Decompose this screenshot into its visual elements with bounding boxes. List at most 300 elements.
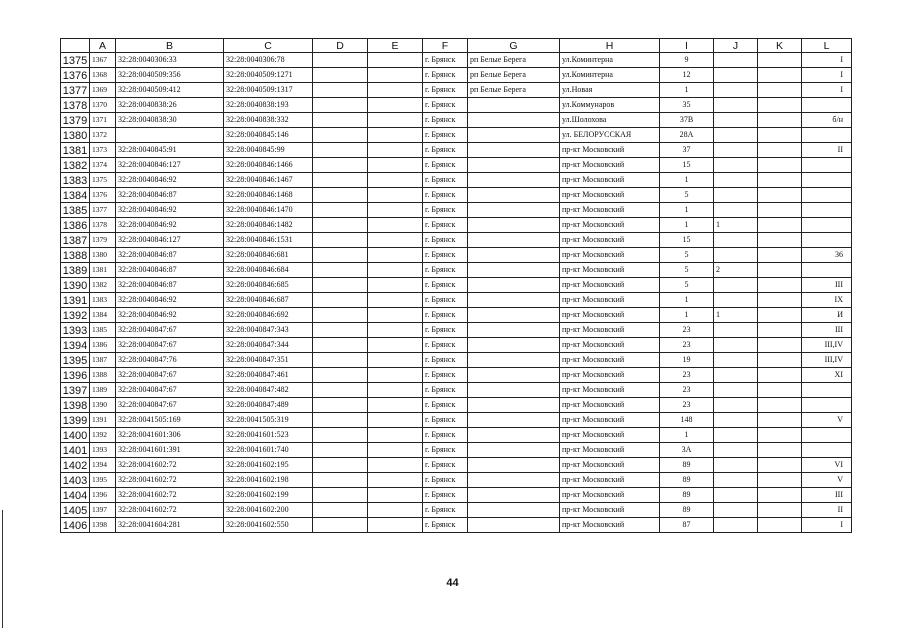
table-row bbox=[61, 428, 852, 443]
cell-k bbox=[758, 323, 802, 338]
cell-c: 32:28:0040509:1271 bbox=[224, 68, 313, 83]
cell-l bbox=[802, 128, 852, 143]
cell-k bbox=[758, 383, 802, 398]
cell-d bbox=[313, 218, 368, 233]
cell-e bbox=[368, 98, 423, 113]
row-number: 1389 bbox=[61, 263, 90, 278]
cell-j bbox=[714, 293, 758, 308]
cell-d bbox=[313, 188, 368, 203]
cell-d bbox=[313, 53, 368, 68]
cell-i: 5 bbox=[660, 248, 714, 263]
table-row bbox=[61, 203, 852, 218]
column-header: A bbox=[90, 39, 116, 53]
table-row bbox=[61, 503, 852, 518]
cell-k bbox=[758, 233, 802, 248]
cell-k bbox=[758, 248, 802, 263]
row-number: 1394 bbox=[61, 338, 90, 353]
cell-g bbox=[468, 98, 560, 113]
cell-j bbox=[714, 143, 758, 158]
cell-f: г. Брянск bbox=[423, 338, 468, 353]
cell-k bbox=[758, 293, 802, 308]
row-number: 1388 bbox=[61, 248, 90, 263]
cell-f: г. Брянск bbox=[423, 113, 468, 128]
cell-f: г. Брянск bbox=[423, 293, 468, 308]
cell-a: 1382 bbox=[90, 278, 116, 293]
table-row bbox=[61, 368, 852, 383]
cell-g bbox=[468, 488, 560, 503]
cell-f: г. Брянск bbox=[423, 53, 468, 68]
cell-a: 1376 bbox=[90, 188, 116, 203]
cell-l: III bbox=[802, 278, 852, 293]
cell-h: пр-кт Московский bbox=[560, 353, 660, 368]
cell-a: 1397 bbox=[90, 503, 116, 518]
cell-l bbox=[802, 98, 852, 113]
cell-c: 32:28:0040509:1317 bbox=[224, 83, 313, 98]
cell-l bbox=[802, 443, 852, 458]
corner-cell bbox=[61, 39, 90, 53]
cell-l: I bbox=[802, 68, 852, 83]
cell-l bbox=[802, 263, 852, 278]
cell-h: пр-кт Московский bbox=[560, 338, 660, 353]
table-row bbox=[61, 53, 852, 68]
cell-e bbox=[368, 128, 423, 143]
cell-l: I bbox=[802, 518, 852, 533]
cell-j bbox=[714, 428, 758, 443]
cell-l: 36 bbox=[802, 248, 852, 263]
cell-d bbox=[313, 98, 368, 113]
table-row bbox=[61, 443, 852, 458]
cell-e bbox=[368, 503, 423, 518]
cell-c: 32:28:0040846:692 bbox=[224, 308, 313, 323]
cell-l bbox=[802, 398, 852, 413]
cell-l: V bbox=[802, 413, 852, 428]
cell-i: 3А bbox=[660, 443, 714, 458]
table-row bbox=[61, 248, 852, 263]
cell-d bbox=[313, 128, 368, 143]
cell-e bbox=[368, 113, 423, 128]
cell-i: 87 bbox=[660, 518, 714, 533]
cell-f: г. Брянск bbox=[423, 323, 468, 338]
cell-h: пр-кт Московский bbox=[560, 233, 660, 248]
table-row bbox=[61, 188, 852, 203]
table-row bbox=[61, 413, 852, 428]
cell-b: 32:28:0040847:76 bbox=[116, 353, 224, 368]
cell-h: пр-кт Московский bbox=[560, 293, 660, 308]
cell-a: 1385 bbox=[90, 323, 116, 338]
cell-e bbox=[368, 368, 423, 383]
cell-h: пр-кт Московский bbox=[560, 248, 660, 263]
cell-f: г. Брянск bbox=[423, 203, 468, 218]
table-row bbox=[61, 293, 852, 308]
cell-a: 1393 bbox=[90, 443, 116, 458]
cell-i: 1 bbox=[660, 293, 714, 308]
cell-k bbox=[758, 338, 802, 353]
cell-g bbox=[468, 398, 560, 413]
row-number: 1380 bbox=[61, 128, 90, 143]
cell-a: 1374 bbox=[90, 158, 116, 173]
column-header: B bbox=[116, 39, 224, 53]
cell-g bbox=[468, 218, 560, 233]
cell-k bbox=[758, 68, 802, 83]
cell-l bbox=[802, 203, 852, 218]
cell-k bbox=[758, 188, 802, 203]
cell-d bbox=[313, 488, 368, 503]
table-row bbox=[61, 68, 852, 83]
cell-g bbox=[468, 353, 560, 368]
cell-a: 1391 bbox=[90, 413, 116, 428]
cell-h: пр-кт Московский bbox=[560, 488, 660, 503]
cell-d bbox=[313, 308, 368, 323]
cell-f: г. Брянск bbox=[423, 353, 468, 368]
cell-k bbox=[758, 488, 802, 503]
cell-h: ул.Коминтерна bbox=[560, 53, 660, 68]
cell-j: 1 bbox=[714, 218, 758, 233]
row-number: 1390 bbox=[61, 278, 90, 293]
cell-f: г. Брянск bbox=[423, 383, 468, 398]
cell-a: 1372 bbox=[90, 128, 116, 143]
cell-c: 32:28:0040846:1466 bbox=[224, 158, 313, 173]
cell-l: И bbox=[802, 308, 852, 323]
cell-g bbox=[468, 338, 560, 353]
cell-d bbox=[313, 83, 368, 98]
row-number: 1384 bbox=[61, 188, 90, 203]
cell-h: пр-кт Московский bbox=[560, 398, 660, 413]
cell-h: пр-кт Московский bbox=[560, 188, 660, 203]
cell-j bbox=[714, 173, 758, 188]
cell-l: V bbox=[802, 473, 852, 488]
cell-l: III,IV bbox=[802, 353, 852, 368]
cell-j bbox=[714, 488, 758, 503]
row-number: 1378 bbox=[61, 98, 90, 113]
cell-l bbox=[802, 188, 852, 203]
cell-j bbox=[714, 368, 758, 383]
cell-b: 32:28:0041602:72 bbox=[116, 458, 224, 473]
table-row bbox=[61, 518, 852, 533]
row-number: 1387 bbox=[61, 233, 90, 248]
cell-d bbox=[313, 398, 368, 413]
cell-c: 32:28:0040847:482 bbox=[224, 383, 313, 398]
cell-i: 9 bbox=[660, 53, 714, 68]
table-row bbox=[61, 278, 852, 293]
cell-f: г. Брянск bbox=[423, 308, 468, 323]
cell-j bbox=[714, 278, 758, 293]
cell-g bbox=[468, 158, 560, 173]
cell-k bbox=[758, 428, 802, 443]
cell-a: 1369 bbox=[90, 83, 116, 98]
cell-j bbox=[714, 68, 758, 83]
cell-g bbox=[468, 428, 560, 443]
cell-a: 1398 bbox=[90, 518, 116, 533]
row-number: 1377 bbox=[61, 83, 90, 98]
cell-k bbox=[758, 398, 802, 413]
cell-e bbox=[368, 233, 423, 248]
row-number: 1399 bbox=[61, 413, 90, 428]
cell-c: 32:28:0040846:1531 bbox=[224, 233, 313, 248]
table-row bbox=[61, 233, 852, 248]
cell-i: 5 bbox=[660, 278, 714, 293]
table-row bbox=[61, 128, 852, 143]
cell-k bbox=[758, 278, 802, 293]
cell-l: III bbox=[802, 323, 852, 338]
cell-f: г. Брянск bbox=[423, 518, 468, 533]
row-number: 1405 bbox=[61, 503, 90, 518]
cell-f: г. Брянск bbox=[423, 488, 468, 503]
cell-b: 32:28:0040846:127 bbox=[116, 233, 224, 248]
cell-h: пр-кт Московский bbox=[560, 503, 660, 518]
cell-i: 23 bbox=[660, 368, 714, 383]
cell-d bbox=[313, 68, 368, 83]
cell-f: г. Брянск bbox=[423, 428, 468, 443]
cell-h: пр-кт Московский bbox=[560, 368, 660, 383]
cell-i: 23 bbox=[660, 383, 714, 398]
cell-d bbox=[313, 383, 368, 398]
cell-d bbox=[313, 518, 368, 533]
cell-g bbox=[468, 248, 560, 263]
cell-b: 32:28:0041602:72 bbox=[116, 503, 224, 518]
table-row bbox=[61, 383, 852, 398]
cell-j bbox=[714, 158, 758, 173]
cell-c: 32:28:0041602:195 bbox=[224, 458, 313, 473]
column-header: G bbox=[468, 39, 560, 53]
cell-c: 32:28:0040306:78 bbox=[224, 53, 313, 68]
cell-h: пр-кт Московский bbox=[560, 518, 660, 533]
cell-h: ул.Коммунаров bbox=[560, 98, 660, 113]
column-header: F bbox=[423, 39, 468, 53]
cell-g bbox=[468, 518, 560, 533]
cell-i: 15 bbox=[660, 158, 714, 173]
cell-j bbox=[714, 518, 758, 533]
cell-l: б/н bbox=[802, 113, 852, 128]
cell-e bbox=[368, 413, 423, 428]
cell-g bbox=[468, 308, 560, 323]
cell-h: пр-кт Московский bbox=[560, 323, 660, 338]
cell-j bbox=[714, 188, 758, 203]
cell-i: 148 bbox=[660, 413, 714, 428]
cell-b: 32:28:0040847:67 bbox=[116, 368, 224, 383]
cell-k bbox=[758, 263, 802, 278]
cell-f: г. Брянск bbox=[423, 188, 468, 203]
row-number: 1398 bbox=[61, 398, 90, 413]
cell-d bbox=[313, 158, 368, 173]
cell-b: 32:28:0040846:127 bbox=[116, 158, 224, 173]
cell-a: 1386 bbox=[90, 338, 116, 353]
cell-h: пр-кт Московский bbox=[560, 383, 660, 398]
cell-d bbox=[313, 503, 368, 518]
cell-b: 32:28:0040846:92 bbox=[116, 173, 224, 188]
cell-c: 32:28:0041602:550 bbox=[224, 518, 313, 533]
cell-j bbox=[714, 98, 758, 113]
cell-a: 1378 bbox=[90, 218, 116, 233]
cell-f: г. Брянск bbox=[423, 398, 468, 413]
cell-e bbox=[368, 308, 423, 323]
cell-f: г. Брянск bbox=[423, 68, 468, 83]
cell-h: пр-кт Московский bbox=[560, 473, 660, 488]
cell-j bbox=[714, 413, 758, 428]
table-row bbox=[61, 353, 852, 368]
cell-e bbox=[368, 188, 423, 203]
cell-f: г. Брянск bbox=[423, 128, 468, 143]
cell-c: 32:28:0040846:1482 bbox=[224, 218, 313, 233]
cell-i: 89 bbox=[660, 503, 714, 518]
cell-b: 32:28:0041505:169 bbox=[116, 413, 224, 428]
row-number: 1383 bbox=[61, 173, 90, 188]
cell-k bbox=[758, 203, 802, 218]
cell-i: 12 bbox=[660, 68, 714, 83]
row-number: 1397 bbox=[61, 383, 90, 398]
cell-h: пр-кт Московский bbox=[560, 428, 660, 443]
row-number: 1400 bbox=[61, 428, 90, 443]
cell-k bbox=[758, 143, 802, 158]
cell-g bbox=[468, 503, 560, 518]
cell-d bbox=[313, 278, 368, 293]
spreadsheet-table bbox=[60, 38, 852, 533]
cell-b: 32:28:0041604:281 bbox=[116, 518, 224, 533]
cell-f: г. Брянск bbox=[423, 413, 468, 428]
cell-b: 32:28:0040846:92 bbox=[116, 293, 224, 308]
row-number: 1393 bbox=[61, 323, 90, 338]
scan-edge-line bbox=[2, 510, 3, 628]
cell-e bbox=[368, 458, 423, 473]
cell-g bbox=[468, 113, 560, 128]
cell-e bbox=[368, 353, 423, 368]
cell-k bbox=[758, 443, 802, 458]
table-row bbox=[61, 173, 852, 188]
cell-c: 32:28:0040846:1470 bbox=[224, 203, 313, 218]
cell-a: 1370 bbox=[90, 98, 116, 113]
cell-f: г. Брянск bbox=[423, 98, 468, 113]
cell-e bbox=[368, 53, 423, 68]
cell-d bbox=[313, 143, 368, 158]
cell-b: 32:28:0040846:87 bbox=[116, 263, 224, 278]
table-row bbox=[61, 263, 852, 278]
cell-l bbox=[802, 233, 852, 248]
row-number: 1406 bbox=[61, 518, 90, 533]
cell-e bbox=[368, 473, 423, 488]
cell-i: 23 bbox=[660, 398, 714, 413]
cell-c: 32:28:0040846:1467 bbox=[224, 173, 313, 188]
cell-f: г. Брянск bbox=[423, 83, 468, 98]
table-row bbox=[61, 218, 852, 233]
cell-j bbox=[714, 128, 758, 143]
table-row bbox=[61, 398, 852, 413]
cell-f: г. Брянск bbox=[423, 248, 468, 263]
page-number: 44 bbox=[446, 577, 459, 589]
cell-j bbox=[714, 203, 758, 218]
cell-j bbox=[714, 113, 758, 128]
cell-i: 1 bbox=[660, 308, 714, 323]
cell-d bbox=[313, 338, 368, 353]
cell-h: пр-кт Московский bbox=[560, 308, 660, 323]
cell-d bbox=[313, 203, 368, 218]
cell-l bbox=[802, 173, 852, 188]
cell-d bbox=[313, 293, 368, 308]
cell-b: 32:28:0040846:87 bbox=[116, 278, 224, 293]
cell-b: 32:28:0040846:92 bbox=[116, 308, 224, 323]
cell-b: 32:28:0040847:67 bbox=[116, 398, 224, 413]
cell-l: II bbox=[802, 503, 852, 518]
cell-e bbox=[368, 158, 423, 173]
cell-b: 32:28:0040838:30 bbox=[116, 113, 224, 128]
cell-a: 1390 bbox=[90, 398, 116, 413]
cell-c: 32:28:0040845:99 bbox=[224, 143, 313, 158]
cell-a: 1392 bbox=[90, 428, 116, 443]
cell-a: 1394 bbox=[90, 458, 116, 473]
cell-l: I bbox=[802, 53, 852, 68]
cell-g bbox=[468, 188, 560, 203]
table-row bbox=[61, 98, 852, 113]
cell-h: пр-кт Московский bbox=[560, 203, 660, 218]
cell-g bbox=[468, 263, 560, 278]
cell-g: рп Белые Берега bbox=[468, 83, 560, 98]
cell-c: 32:28:0040847:489 bbox=[224, 398, 313, 413]
cell-c: 32:28:0040846:684 bbox=[224, 263, 313, 278]
cell-g bbox=[468, 293, 560, 308]
column-header: D bbox=[313, 39, 368, 53]
cell-i: 19 bbox=[660, 353, 714, 368]
cell-e bbox=[368, 203, 423, 218]
row-number: 1401 bbox=[61, 443, 90, 458]
column-header-row bbox=[61, 39, 852, 53]
cell-j bbox=[714, 338, 758, 353]
cell-l bbox=[802, 383, 852, 398]
cell-l: VI bbox=[802, 458, 852, 473]
cell-a: 1387 bbox=[90, 353, 116, 368]
cell-j bbox=[714, 233, 758, 248]
table-row bbox=[61, 143, 852, 158]
cell-e bbox=[368, 278, 423, 293]
cell-k bbox=[758, 368, 802, 383]
cell-i: 5 bbox=[660, 188, 714, 203]
cell-i: 23 bbox=[660, 338, 714, 353]
table-row bbox=[61, 488, 852, 503]
cell-c: 32:28:0041602:198 bbox=[224, 473, 313, 488]
cell-g bbox=[468, 413, 560, 428]
cell-h: пр-кт Московский bbox=[560, 263, 660, 278]
cell-k bbox=[758, 308, 802, 323]
cell-f: г. Брянск bbox=[423, 233, 468, 248]
cell-f: г. Брянск bbox=[423, 173, 468, 188]
cell-l: III,IV bbox=[802, 338, 852, 353]
row-number: 1386 bbox=[61, 218, 90, 233]
cell-d bbox=[313, 353, 368, 368]
cell-j bbox=[714, 248, 758, 263]
table-row bbox=[61, 83, 852, 98]
cell-l bbox=[802, 158, 852, 173]
cell-e bbox=[368, 488, 423, 503]
cell-k bbox=[758, 83, 802, 98]
cell-b: 32:28:0040846:87 bbox=[116, 188, 224, 203]
cell-j bbox=[714, 473, 758, 488]
column-header: J bbox=[714, 39, 758, 53]
cell-e bbox=[368, 518, 423, 533]
cell-a: 1389 bbox=[90, 383, 116, 398]
row-number: 1375 bbox=[61, 53, 90, 68]
cell-a: 1388 bbox=[90, 368, 116, 383]
table-row bbox=[61, 113, 852, 128]
cell-h: пр-кт Московский bbox=[560, 218, 660, 233]
cell-l: XI bbox=[802, 368, 852, 383]
cell-d bbox=[313, 113, 368, 128]
cell-i: 1 bbox=[660, 173, 714, 188]
cell-c: 32:28:0040847:344 bbox=[224, 338, 313, 353]
cell-l: II bbox=[802, 143, 852, 158]
cell-i: 35 bbox=[660, 98, 714, 113]
cell-e bbox=[368, 398, 423, 413]
cell-b: 32:28:0040847:67 bbox=[116, 383, 224, 398]
cell-c: 32:28:0040847:343 bbox=[224, 323, 313, 338]
row-number: 1385 bbox=[61, 203, 90, 218]
cell-j bbox=[714, 83, 758, 98]
